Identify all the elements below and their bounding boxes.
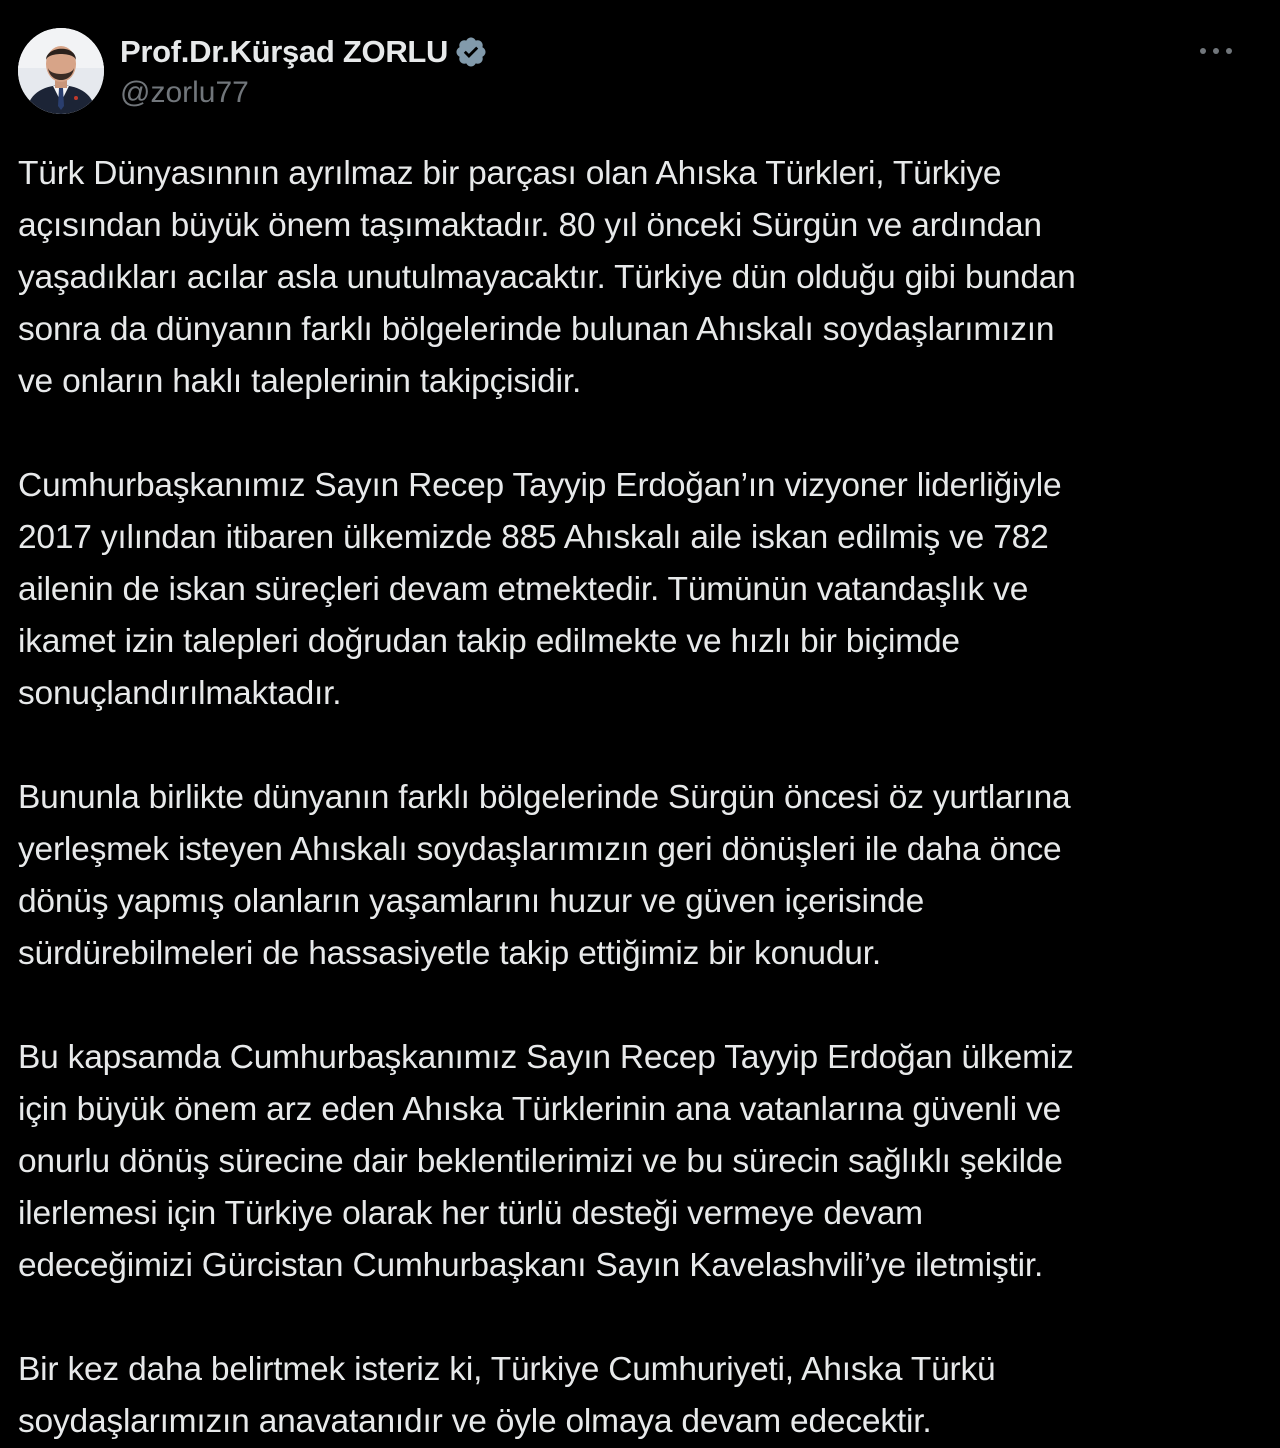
tweet-paragraph: Bununla birlikte dünyanın farklı bölgelerinde Sürgün öncesi öz yurtlarına yerleşmek isteyen Ahıskalı soydaşlarımızın geri dönüşleri ile daha önce dönüş yapmış olanların yaşamlarını huzur ve güven içerisinde sürdürebilmeleri de hassasiyetle takip ettiğimiz bir konudur.	[18, 779, 1071, 972]
tweet-header	[18, 28, 1262, 118]
author-display-name[interactable]: Prof.Dr.Kürşad ZORLU	[120, 34, 449, 69]
more-horizontal-icon	[1198, 46, 1234, 56]
tweet-text	[18, 148, 1268, 1448]
author-handle[interactable]: @zorlu77	[120, 76, 249, 109]
avatar[interactable]	[18, 28, 104, 114]
tweet-paragraph: Bir kez daha belirtmek isteriz ki, Türkiye Cumhuriyeti, Ahıska Türkü soydaşlarımızın anavatanıdır ve öyle olmaya devam edecektir.	[18, 1351, 996, 1440]
tweet-paragraph: Türk Dünyasınnın ayrılmaz bir parçası olan Ahıska Türkleri, Türkiye açısından büyük önem taşımaktadır. 80 yıl önceki Sürgün ve ardından yaşadıkları acılar asla unutulmayacaktır. Türkiye dün olduğu gibi bundan sonra da dünyanın farklı bölgelerinde bulunan Ahıskalı soydaşlarımızın ve onların haklı taleplerinin takipçisidir.	[18, 155, 1076, 400]
author-name-row	[120, 32, 488, 72]
avatar-portrait	[18, 28, 104, 114]
more-options-button[interactable]	[1194, 36, 1238, 66]
tweet-paragraph: Bu kapsamda Cumhurbaşkanımız Sayın Recep Tayyip Erdoğan ülkemiz için büyük önem arz eden Ahıska Türklerinin ana vatanlarına güvenli ve onurlu dönüş sürecine dair beklentilerimizi ve bu sürecin sağlıklı şekilde ilerlemesi için Türkiye olarak her türlü desteği vermeye devam edeceğimizi Gürcistan Cumhurbaşkanı Sayın Kavelashvili’ye iletmiştir.	[18, 1039, 1074, 1284]
verified-badge-icon[interactable]	[454, 35, 488, 69]
tweet-paragraph: Cumhurbaşkanımız Sayın Recep Tayyip Erdoğan’ın vizyoner liderliğiyle 2017 yılından itibaren ülkemizde 885 Ahıskalı aile iskan edilmiş ve 782 ailenin de iskan süreçleri devam etmektedir. Tümünün vatandaşlık ve ikamet izin talepleri doğrudan takip edilmekte ve hızlı bir biçimde sonuçlandırılmaktadır.	[18, 467, 1062, 712]
